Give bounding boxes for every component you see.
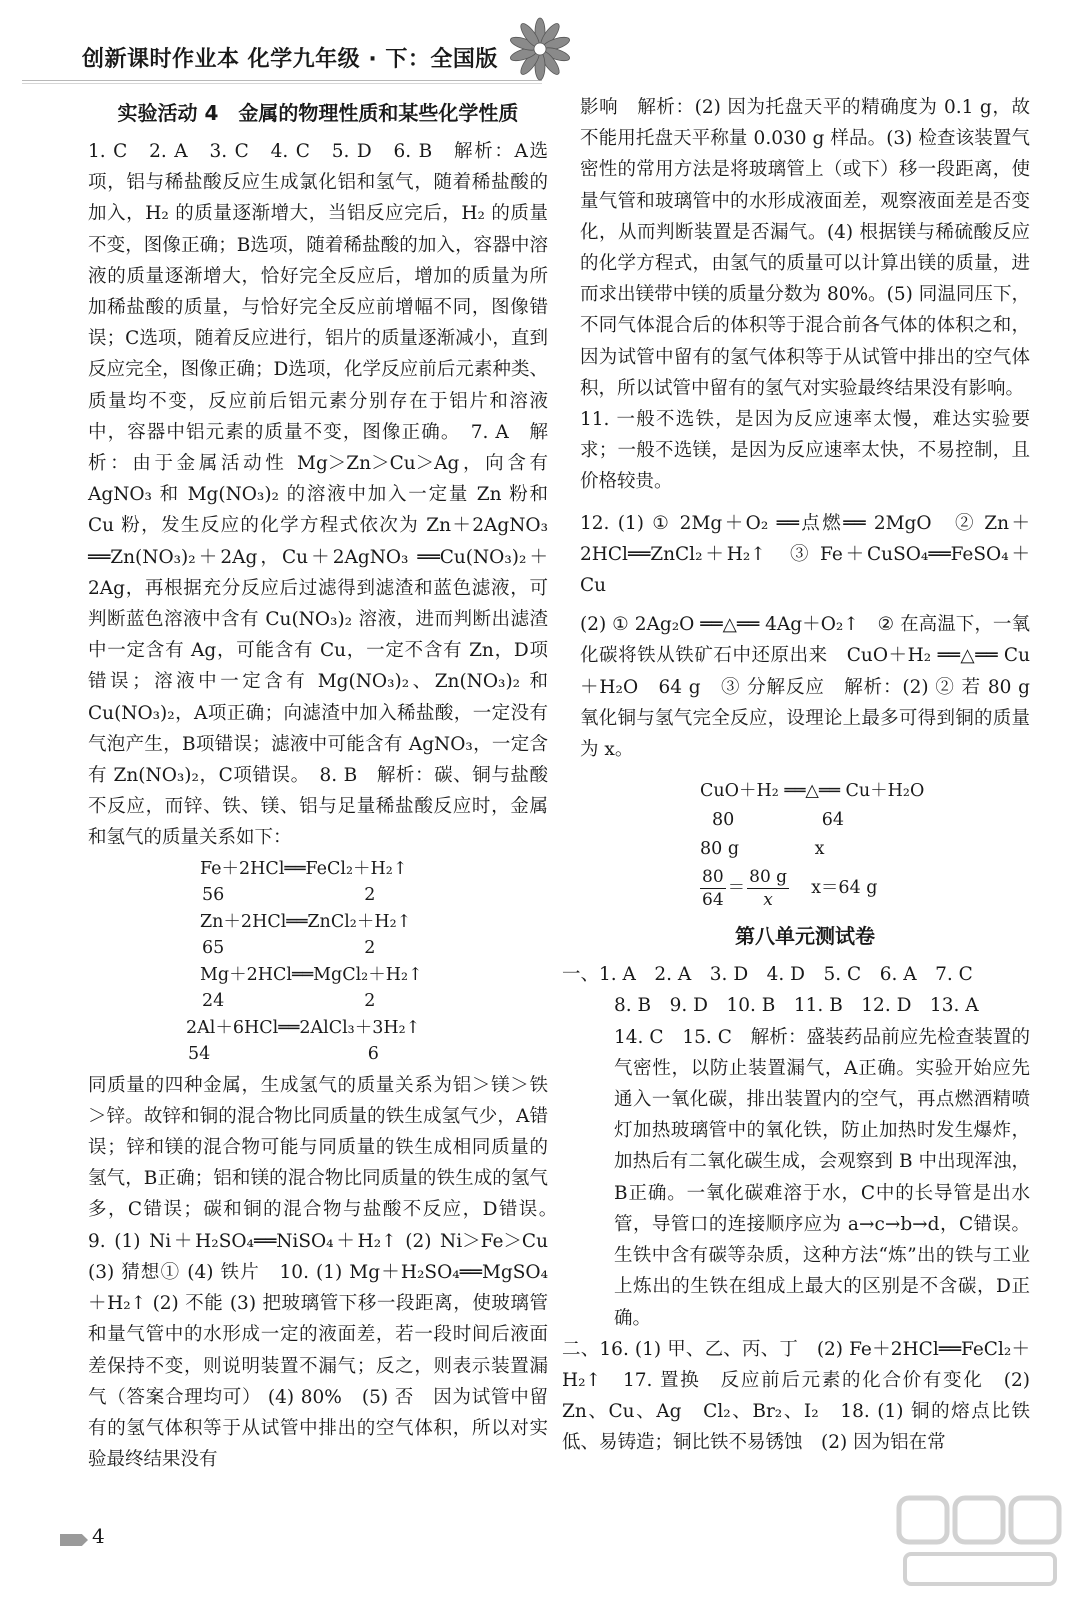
equation-block — [186, 856, 548, 1068]
section-title-experiment: 实验活动 4 金属的物理性质和某些化学性质 — [117, 101, 519, 125]
equation-mass: 65 2 — [202, 938, 376, 959]
calculation-block — [700, 777, 1030, 911]
header-rule-secondary — [22, 83, 542, 84]
equation-mass: 24 2 — [202, 991, 376, 1012]
section-title-unit-test: 第八单元测试卷 — [735, 924, 875, 949]
mc-answers-line: 一、1. A 2. A 3. D 4. D 5. C 6. A 7. C — [562, 964, 973, 986]
equation-mass: 54 6 — [188, 1044, 379, 1065]
fraction-numerator: 80 — [702, 867, 724, 888]
header-rule — [22, 80, 542, 81]
fraction — [700, 866, 726, 911]
watermark-logo-icon — [895, 1492, 1065, 1592]
mc-answers-line: 8. B 9. D 10. B 11. B 12. D 13. A — [614, 995, 979, 1017]
flower-decoration-icon — [505, 14, 575, 84]
equation-line: Fe＋2HCl══FeCl₂＋H₂↑ — [200, 858, 408, 879]
answer-paragraph: 二、16. (1) 甲、乙、丙、丁 (2) Fe＋2HCl══FeCl₂＋H₂↑ 17. 置换 反应前后元素的化合价有变化 (2) Zn、Cu、Ag Cl₂、Br₂、I₂ 18. (1) 铜的熔点比铁低、易铸造；铜比铁不易锈蚀 (2) 因为铝在常 — [562, 1338, 1030, 1454]
answer-paragraph: 12. (1) ① 2Mg＋O₂ ══点燃══ 2MgO ② Zn＋2HCl══ZnCl₂＋H₂↑ ③ Fe＋CuSO₄══FeSO₄＋Cu — [580, 512, 1030, 597]
calculation-equation: CuO＋H₂ ══△══ Cu＋H₂O — [700, 781, 925, 802]
page-marker-icon — [60, 1534, 88, 1546]
proportion-row — [700, 866, 1030, 911]
equation-mass: 56 2 — [202, 885, 376, 906]
page-number: 4 — [92, 1524, 105, 1548]
answer-paragraph: (2) ① 2Ag₂O ══△══ 4Ag＋O₂↑ ② 在高温下，一氧化碳将铁从铁矿石中还原出来 CuO＋H₂ ══△══ Cu＋H₂O 64 g ③ 分解反应 解析：(2) ② 若 80 g 氧化铜与氢气完全反应，设理论上最多可得到铜的质量为 x。 — [580, 614, 1030, 761]
equation-line: 2Al＋6HCl══2AlCl₃＋3H₂↑ — [186, 1017, 421, 1038]
answer-paragraph: 同质量的四种金属，生成氢气的质量关系为铝＞镁＞铁＞锌。故锌和铜的混合物比同质量的铁生成氢气少，A错误；锌和镁的混合物可能与同质量的铁生成相同质量的氢气，B正确；铝和镁的混合物比同质量的铁生成的氢气多，C错误；碳和铜的混合物与盐酸不反应，D错误。 9. (1) Ni＋H₂SO₄══NiSO₄＋H₂↑ (2) Ni＞Fe＞Cu (3) 猜想① (4) 铁片 10. (1) Mg＋H₂SO₄══MgSO₄＋H₂↑ (2) 不能 (3) 把玻璃管下移一段距离，使玻璃管和量气管中的水形成一定的液面差，若一段时间后液面差保持不变，则说明装置不漏气；反之，则表示装置漏气（答案合理均可） (4) 80% (5) 否 因为试管中留有的氢气体积等于从试管中排出的空气体积，所以对实验最终结果没有 — [88, 1074, 567, 1471]
fraction-numerator: 80 g — [749, 867, 788, 888]
left-column — [88, 92, 567, 1475]
calculation-given: 80 g x — [700, 839, 825, 860]
fraction-denominator: x — [763, 890, 773, 911]
calculation-mass: 80 64 — [712, 810, 845, 831]
equation-line: Zn＋2HCl══ZnCl₂＋H₂↑ — [200, 911, 412, 932]
calculation-result: x＝64 g — [811, 878, 878, 899]
equals-sign: ＝ — [727, 878, 746, 899]
header-title: 创新课时作业本 化学九年级 · 下：全国版 — [82, 47, 498, 72]
fraction-denominator: 64 — [702, 890, 724, 911]
right-column — [562, 92, 1030, 1459]
answer-paragraph: 14. C 15. C 解析：盛装药品前应先检查装置的气密性，以防止装置漏气，A正确。实验开始应先通入一氧化碳，排出装置内的空气，再点燃酒精喷灯加热玻璃管中的氧化铁，防止加热时发生爆炸，加热后有二氧化碳生成，会观察到 B 中出现浑浊，B正确。一氧化碳难溶于水，C中的长导管是出水管，导管口的连接顺序应为 a→c→b→d，C错误。生铁中含有碳等杂质，这种方法“炼”出的铁与工业上炼出的生铁在组成上最大的区别是不含碳，D正确。 — [614, 1026, 1030, 1329]
answer-paragraph: 11. 一般不选铁，是因为反应速率太慢，难达实验要求；一般不选镁，是因为反应速率太快，不易控制，且价格较贵。 — [580, 409, 1030, 493]
equation-line: Mg＋2HCl══MgCl₂＋H₂↑ — [200, 964, 423, 985]
answer-paragraph: 1. C 2. A 3. C 4. C 5. D 6. B 解析：A选项，铝与稀盐酸反应生成氯化铝和氢气，随着稀盐酸的加入，H₂ 的质量逐渐增大，当铝反应完后，H₂ 的质量不变，图像正确；B选项，随着稀盐酸的加入，容器中溶液的质量逐渐增大，恰好完全反应后，增加的质量为所加稀盐酸的质量，与恰好完全反应前增幅不同，图像错误；C选项，随着反应进行，铝片的质量逐渐减小，直到反应完全，图像正确；D选项，化学反应前后元素种类、质量均不变，反应前后铝元素分别存在于铝片和溶液中，容器中铝元素的质量不变，图像正确。 7. A 解析：由于金属活动性 Mg＞Zn＞Cu＞Ag，向含有 AgNO₃ 和 Mg(NO₃)₂ 的溶液中加入一定量 Zn 粉和 Cu 粉，发生反应的化学方程式依次为 Zn＋2AgNO₃ ══Zn(NO₃)₂＋2Ag，Cu＋2AgNO₃ ══Cu(NO₃)₂＋2Ag，再根据充分反应后过滤得到滤渣和蓝色滤液，可判断蓝色溶液中含有 Cu(NO₃)₂ 溶液，进而判断出滤渣中一定含有 Ag，可能含有 Cu，一定不含有 Zn，D项错误；溶液中一定含有 Mg(NO₃)₂、Zn(NO₃)₂ 和 Cu(NO₃)₂，A项正确；向滤渣中加入稀盐酸，一定没有气泡产生，B项错误；滤液中可能含有 AgNO₃，一定含有 Zn(NO₃)₂，C项错误。 8. B 解析：碳、铜与盐酸不反应，而锌、铁、镁、铝与足量稀盐酸反应时，金属和氢气的质量关系如下： — [88, 141, 548, 849]
fraction — [747, 866, 789, 911]
answer-paragraph: 影响 解析：(2) 因为托盘天平的精确度为 0.1 g，故不能用托盘天平称量 0.030 g 样品。(3) 检查该装置气密性的常用方法是将玻璃管上（或下）移一段距离，使量气管和玻璃管中的水形成液面差，观察液面差是否变化，从而判断装置是否漏气。(4) 根据镁与稀硫酸反应的化学方程式，由氢气的质量可以计算出镁的质量，进而求出镁带中镁的质量分数为 80%。(5) 同温同压下，不同气体混合后的体积等于混合前各气体的体积之和，因为试管中留有的氢气体积等于从试管中排出的空气体积，所以试管中留有的氢气对实验最终结果没有影响。 — [580, 97, 1030, 399]
page-header — [22, 38, 542, 82]
